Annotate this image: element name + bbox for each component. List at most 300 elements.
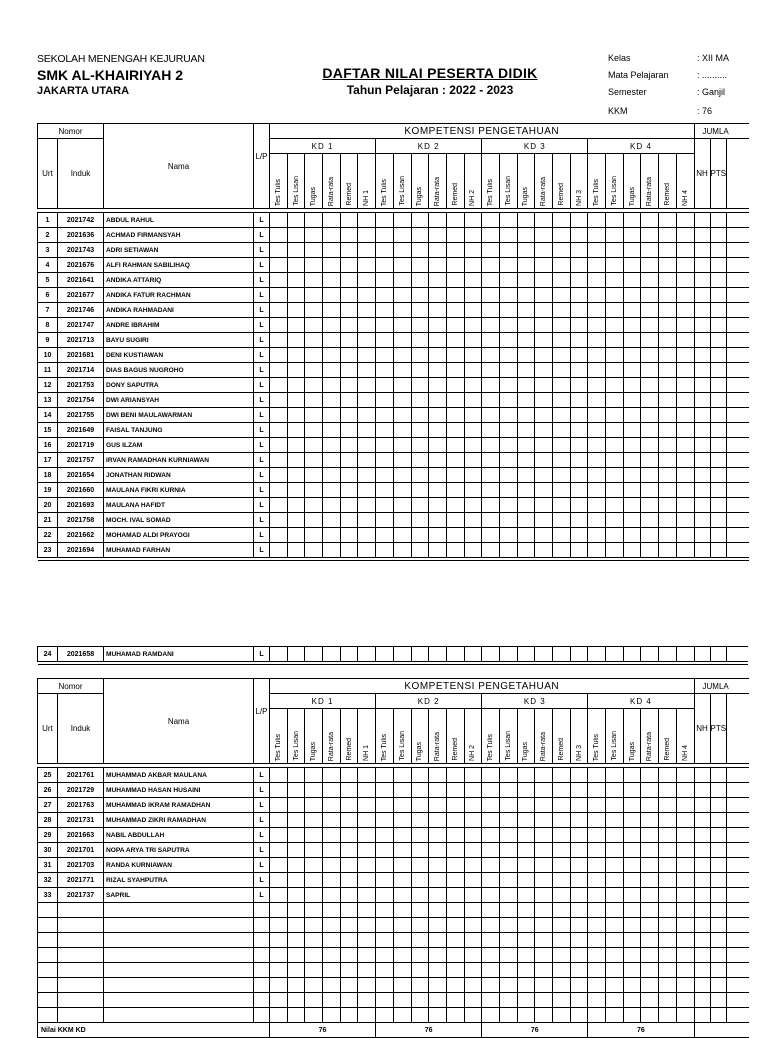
score-cell[interactable] bbox=[517, 273, 535, 288]
score-cell[interactable] bbox=[499, 543, 517, 558]
score-cell[interactable] bbox=[570, 843, 588, 858]
score-cell[interactable] bbox=[287, 768, 305, 783]
score-cell[interactable] bbox=[659, 288, 677, 303]
score-cell[interactable] bbox=[659, 243, 677, 258]
score-cell[interactable] bbox=[710, 543, 727, 558]
score-cell[interactable] bbox=[570, 303, 588, 318]
score-cell[interactable] bbox=[570, 258, 588, 273]
score-cell[interactable] bbox=[376, 813, 394, 828]
empty-cell[interactable] bbox=[553, 948, 571, 963]
score-cell[interactable] bbox=[676, 813, 694, 828]
score-cell[interactable] bbox=[710, 273, 727, 288]
score-cell[interactable] bbox=[588, 498, 606, 513]
score-cell[interactable] bbox=[340, 378, 358, 393]
score-cell[interactable] bbox=[606, 243, 624, 258]
empty-cell[interactable] bbox=[676, 1008, 694, 1023]
score-cell[interactable] bbox=[446, 213, 464, 228]
score-cell[interactable] bbox=[710, 288, 727, 303]
score-cell[interactable] bbox=[588, 828, 606, 843]
empty-cell[interactable] bbox=[641, 918, 659, 933]
score-cell[interactable] bbox=[287, 303, 305, 318]
empty-cell[interactable] bbox=[411, 933, 429, 948]
score-cell[interactable] bbox=[517, 363, 535, 378]
score-cell[interactable] bbox=[710, 768, 727, 783]
score-cell[interactable] bbox=[393, 498, 411, 513]
empty-cell[interactable] bbox=[727, 918, 749, 933]
score-cell[interactable] bbox=[623, 333, 641, 348]
score-cell[interactable] bbox=[694, 333, 710, 348]
empty-cell[interactable] bbox=[606, 1008, 624, 1023]
empty-cell[interactable] bbox=[606, 918, 624, 933]
empty-cell[interactable] bbox=[287, 918, 305, 933]
empty-cell[interactable] bbox=[376, 1008, 394, 1023]
score-cell[interactable] bbox=[358, 363, 376, 378]
score-cell[interactable] bbox=[659, 498, 677, 513]
score-cell[interactable] bbox=[358, 468, 376, 483]
score-cell[interactable] bbox=[710, 348, 727, 363]
score-cell[interactable] bbox=[694, 873, 710, 888]
score-cell[interactable] bbox=[464, 393, 482, 408]
score-cell[interactable] bbox=[358, 333, 376, 348]
score-cell[interactable] bbox=[464, 318, 482, 333]
empty-cell[interactable] bbox=[623, 978, 641, 993]
score-cell[interactable] bbox=[482, 303, 500, 318]
score-cell[interactable] bbox=[676, 213, 694, 228]
score-cell[interactable] bbox=[340, 783, 358, 798]
empty-cell[interactable] bbox=[727, 963, 749, 978]
score-cell[interactable] bbox=[305, 288, 323, 303]
score-cell[interactable] bbox=[570, 498, 588, 513]
score-cell[interactable] bbox=[553, 348, 571, 363]
score-cell[interactable] bbox=[535, 228, 553, 243]
score-cell[interactable] bbox=[676, 828, 694, 843]
score-cell[interactable] bbox=[694, 213, 710, 228]
empty-cell[interactable] bbox=[553, 978, 571, 993]
score-cell[interactable] bbox=[305, 513, 323, 528]
empty-cell[interactable] bbox=[676, 918, 694, 933]
score-cell[interactable] bbox=[411, 408, 429, 423]
score-cell[interactable] bbox=[535, 258, 553, 273]
score-cell[interactable] bbox=[623, 363, 641, 378]
score-cell[interactable] bbox=[464, 813, 482, 828]
empty-cell[interactable] bbox=[270, 1008, 288, 1023]
empty-cell[interactable] bbox=[553, 903, 571, 918]
score-cell[interactable] bbox=[641, 408, 659, 423]
score-cell[interactable] bbox=[694, 363, 710, 378]
empty-cell[interactable] bbox=[376, 933, 394, 948]
score-cell[interactable] bbox=[411, 363, 429, 378]
score-cell[interactable] bbox=[305, 378, 323, 393]
score-cell[interactable] bbox=[727, 243, 749, 258]
score-cell[interactable] bbox=[393, 828, 411, 843]
score-cell[interactable] bbox=[429, 828, 447, 843]
empty-cell[interactable] bbox=[727, 993, 749, 1008]
score-cell[interactable] bbox=[517, 798, 535, 813]
score-cell[interactable] bbox=[305, 873, 323, 888]
score-cell[interactable] bbox=[270, 888, 288, 903]
score-cell[interactable] bbox=[482, 228, 500, 243]
score-cell[interactable] bbox=[305, 438, 323, 453]
score-cell[interactable] bbox=[499, 498, 517, 513]
score-cell[interactable] bbox=[517, 783, 535, 798]
score-cell[interactable] bbox=[411, 543, 429, 558]
score-cell[interactable] bbox=[393, 258, 411, 273]
empty-cell[interactable] bbox=[710, 978, 727, 993]
score-cell[interactable] bbox=[287, 288, 305, 303]
score-cell[interactable] bbox=[570, 828, 588, 843]
empty-cell[interactable] bbox=[535, 993, 553, 1008]
score-cell[interactable] bbox=[606, 438, 624, 453]
score-cell[interactable] bbox=[376, 828, 394, 843]
score-cell[interactable] bbox=[411, 498, 429, 513]
empty-cell[interactable] bbox=[305, 963, 323, 978]
score-cell[interactable] bbox=[376, 543, 394, 558]
score-cell[interactable] bbox=[411, 813, 429, 828]
score-cell[interactable] bbox=[570, 393, 588, 408]
score-cell[interactable] bbox=[270, 858, 288, 873]
score-cell[interactable] bbox=[411, 828, 429, 843]
score-cell[interactable] bbox=[376, 483, 394, 498]
score-cell[interactable] bbox=[694, 768, 710, 783]
score-cell[interactable] bbox=[499, 333, 517, 348]
score-cell[interactable] bbox=[535, 453, 553, 468]
score-cell[interactable] bbox=[727, 888, 749, 903]
score-cell[interactable] bbox=[588, 303, 606, 318]
score-cell[interactable] bbox=[588, 228, 606, 243]
score-cell[interactable] bbox=[641, 768, 659, 783]
score-cell[interactable] bbox=[340, 543, 358, 558]
score-cell[interactable] bbox=[641, 647, 659, 662]
score-cell[interactable] bbox=[287, 228, 305, 243]
score-cell[interactable] bbox=[429, 423, 447, 438]
score-cell[interactable] bbox=[606, 408, 624, 423]
empty-cell[interactable] bbox=[446, 978, 464, 993]
score-cell[interactable] bbox=[499, 843, 517, 858]
score-cell[interactable] bbox=[482, 243, 500, 258]
score-cell[interactable] bbox=[694, 273, 710, 288]
score-cell[interactable] bbox=[323, 888, 341, 903]
empty-cell[interactable] bbox=[305, 918, 323, 933]
score-cell[interactable] bbox=[517, 333, 535, 348]
score-cell[interactable] bbox=[588, 543, 606, 558]
score-cell[interactable] bbox=[606, 453, 624, 468]
score-cell[interactable] bbox=[694, 498, 710, 513]
score-cell[interactable] bbox=[340, 228, 358, 243]
empty-cell[interactable] bbox=[659, 918, 677, 933]
score-cell[interactable] bbox=[287, 528, 305, 543]
score-cell[interactable] bbox=[535, 813, 553, 828]
score-cell[interactable] bbox=[446, 828, 464, 843]
score-cell[interactable] bbox=[588, 273, 606, 288]
score-cell[interactable] bbox=[499, 783, 517, 798]
score-cell[interactable] bbox=[464, 243, 482, 258]
score-cell[interactable] bbox=[464, 408, 482, 423]
score-cell[interactable] bbox=[517, 498, 535, 513]
empty-cell[interactable] bbox=[446, 918, 464, 933]
empty-cell[interactable] bbox=[323, 948, 341, 963]
empty-cell[interactable] bbox=[641, 903, 659, 918]
score-cell[interactable] bbox=[340, 288, 358, 303]
score-cell[interactable] bbox=[393, 858, 411, 873]
score-cell[interactable] bbox=[411, 858, 429, 873]
score-cell[interactable] bbox=[411, 843, 429, 858]
score-cell[interactable] bbox=[676, 258, 694, 273]
score-cell[interactable] bbox=[659, 873, 677, 888]
empty-cell[interactable] bbox=[411, 1008, 429, 1023]
score-cell[interactable] bbox=[623, 408, 641, 423]
score-cell[interactable] bbox=[570, 873, 588, 888]
score-cell[interactable] bbox=[727, 798, 749, 813]
score-cell[interactable] bbox=[499, 228, 517, 243]
score-cell[interactable] bbox=[429, 393, 447, 408]
score-cell[interactable] bbox=[641, 813, 659, 828]
score-cell[interactable] bbox=[570, 813, 588, 828]
score-cell[interactable] bbox=[376, 453, 394, 468]
score-cell[interactable] bbox=[429, 333, 447, 348]
score-cell[interactable] bbox=[429, 453, 447, 468]
score-cell[interactable] bbox=[623, 453, 641, 468]
empty-cell[interactable] bbox=[588, 978, 606, 993]
empty-cell[interactable] bbox=[358, 1008, 376, 1023]
score-cell[interactable] bbox=[727, 468, 749, 483]
score-cell[interactable] bbox=[446, 647, 464, 662]
score-cell[interactable] bbox=[588, 483, 606, 498]
score-cell[interactable] bbox=[446, 258, 464, 273]
score-cell[interactable] bbox=[676, 453, 694, 468]
empty-cell[interactable] bbox=[676, 948, 694, 963]
score-cell[interactable] bbox=[676, 468, 694, 483]
score-cell[interactable] bbox=[641, 528, 659, 543]
score-cell[interactable] bbox=[570, 798, 588, 813]
score-cell[interactable] bbox=[270, 873, 288, 888]
score-cell[interactable] bbox=[606, 273, 624, 288]
score-cell[interactable] bbox=[393, 888, 411, 903]
score-cell[interactable] bbox=[358, 438, 376, 453]
score-cell[interactable] bbox=[358, 498, 376, 513]
score-cell[interactable] bbox=[411, 483, 429, 498]
score-cell[interactable] bbox=[517, 243, 535, 258]
score-cell[interactable] bbox=[446, 408, 464, 423]
score-cell[interactable] bbox=[464, 288, 482, 303]
empty-cell[interactable] bbox=[270, 903, 288, 918]
score-cell[interactable] bbox=[606, 858, 624, 873]
score-cell[interactable] bbox=[411, 378, 429, 393]
score-cell[interactable] bbox=[710, 858, 727, 873]
empty-cell[interactable] bbox=[588, 1008, 606, 1023]
empty-cell[interactable] bbox=[623, 918, 641, 933]
score-cell[interactable] bbox=[606, 423, 624, 438]
score-cell[interactable] bbox=[553, 843, 571, 858]
score-cell[interactable] bbox=[553, 213, 571, 228]
score-cell[interactable] bbox=[305, 393, 323, 408]
score-cell[interactable] bbox=[553, 798, 571, 813]
score-cell[interactable] bbox=[676, 393, 694, 408]
empty-cell[interactable] bbox=[570, 948, 588, 963]
score-cell[interactable] bbox=[588, 363, 606, 378]
empty-cell[interactable] bbox=[606, 978, 624, 993]
score-cell[interactable] bbox=[727, 528, 749, 543]
score-cell[interactable] bbox=[287, 258, 305, 273]
empty-cell[interactable] bbox=[482, 993, 500, 1008]
score-cell[interactable] bbox=[358, 213, 376, 228]
score-cell[interactable] bbox=[623, 243, 641, 258]
score-cell[interactable] bbox=[482, 438, 500, 453]
score-cell[interactable] bbox=[376, 378, 394, 393]
score-cell[interactable] bbox=[727, 213, 749, 228]
score-cell[interactable] bbox=[411, 513, 429, 528]
score-cell[interactable] bbox=[411, 468, 429, 483]
empty-cell[interactable] bbox=[727, 978, 749, 993]
score-cell[interactable] bbox=[710, 243, 727, 258]
score-cell[interactable] bbox=[517, 468, 535, 483]
empty-cell[interactable] bbox=[694, 918, 710, 933]
score-cell[interactable] bbox=[623, 498, 641, 513]
score-cell[interactable] bbox=[727, 303, 749, 318]
score-cell[interactable] bbox=[482, 888, 500, 903]
score-cell[interactable] bbox=[323, 243, 341, 258]
score-cell[interactable] bbox=[641, 498, 659, 513]
score-cell[interactable] bbox=[323, 513, 341, 528]
score-cell[interactable] bbox=[623, 288, 641, 303]
score-cell[interactable] bbox=[340, 258, 358, 273]
empty-cell[interactable] bbox=[287, 933, 305, 948]
score-cell[interactable] bbox=[323, 858, 341, 873]
score-cell[interactable] bbox=[499, 303, 517, 318]
score-cell[interactable] bbox=[499, 318, 517, 333]
empty-cell[interactable] bbox=[305, 903, 323, 918]
empty-cell[interactable] bbox=[376, 963, 394, 978]
empty-cell[interactable] bbox=[305, 933, 323, 948]
empty-cell[interactable] bbox=[358, 963, 376, 978]
score-cell[interactable] bbox=[393, 483, 411, 498]
score-cell[interactable] bbox=[287, 318, 305, 333]
score-cell[interactable] bbox=[305, 363, 323, 378]
score-cell[interactable] bbox=[287, 438, 305, 453]
score-cell[interactable] bbox=[429, 483, 447, 498]
empty-cell[interactable] bbox=[710, 1008, 727, 1023]
score-cell[interactable] bbox=[517, 303, 535, 318]
score-cell[interactable] bbox=[446, 348, 464, 363]
score-cell[interactable] bbox=[499, 483, 517, 498]
score-cell[interactable] bbox=[482, 333, 500, 348]
score-cell[interactable] bbox=[429, 768, 447, 783]
score-cell[interactable] bbox=[429, 408, 447, 423]
score-cell[interactable] bbox=[641, 333, 659, 348]
empty-cell[interactable] bbox=[517, 978, 535, 993]
score-cell[interactable] bbox=[553, 858, 571, 873]
score-cell[interactable] bbox=[464, 647, 482, 662]
score-cell[interactable] bbox=[659, 647, 677, 662]
empty-cell[interactable] bbox=[641, 948, 659, 963]
score-cell[interactable] bbox=[305, 543, 323, 558]
score-cell[interactable] bbox=[446, 513, 464, 528]
score-cell[interactable] bbox=[429, 783, 447, 798]
score-cell[interactable] bbox=[710, 888, 727, 903]
score-cell[interactable] bbox=[588, 438, 606, 453]
empty-cell[interactable] bbox=[446, 903, 464, 918]
score-cell[interactable] bbox=[623, 513, 641, 528]
score-cell[interactable] bbox=[340, 768, 358, 783]
score-cell[interactable] bbox=[305, 423, 323, 438]
empty-cell[interactable] bbox=[553, 1008, 571, 1023]
empty-cell[interactable] bbox=[641, 963, 659, 978]
score-cell[interactable] bbox=[482, 783, 500, 798]
score-cell[interactable] bbox=[570, 288, 588, 303]
empty-cell[interactable] bbox=[553, 918, 571, 933]
score-cell[interactable] bbox=[499, 258, 517, 273]
score-cell[interactable] bbox=[446, 378, 464, 393]
score-cell[interactable] bbox=[727, 288, 749, 303]
score-cell[interactable] bbox=[376, 798, 394, 813]
score-cell[interactable] bbox=[376, 438, 394, 453]
score-cell[interactable] bbox=[411, 768, 429, 783]
score-cell[interactable] bbox=[393, 333, 411, 348]
score-cell[interactable] bbox=[446, 333, 464, 348]
score-cell[interactable] bbox=[429, 498, 447, 513]
empty-cell[interactable] bbox=[710, 933, 727, 948]
empty-cell[interactable] bbox=[641, 978, 659, 993]
score-cell[interactable] bbox=[676, 423, 694, 438]
score-cell[interactable] bbox=[429, 468, 447, 483]
score-cell[interactable] bbox=[464, 888, 482, 903]
score-cell[interactable] bbox=[358, 813, 376, 828]
empty-cell[interactable] bbox=[446, 933, 464, 948]
empty-cell[interactable] bbox=[411, 918, 429, 933]
score-cell[interactable] bbox=[358, 273, 376, 288]
empty-cell[interactable] bbox=[499, 993, 517, 1008]
score-cell[interactable] bbox=[429, 363, 447, 378]
score-cell[interactable] bbox=[411, 438, 429, 453]
score-cell[interactable] bbox=[323, 228, 341, 243]
score-cell[interactable] bbox=[429, 258, 447, 273]
score-cell[interactable] bbox=[606, 363, 624, 378]
empty-cell[interactable] bbox=[570, 918, 588, 933]
empty-cell[interactable] bbox=[535, 948, 553, 963]
score-cell[interactable] bbox=[710, 813, 727, 828]
empty-cell[interactable] bbox=[641, 1008, 659, 1023]
score-cell[interactable] bbox=[727, 318, 749, 333]
empty-cell[interactable] bbox=[606, 903, 624, 918]
score-cell[interactable] bbox=[446, 498, 464, 513]
score-cell[interactable] bbox=[676, 513, 694, 528]
score-cell[interactable] bbox=[641, 363, 659, 378]
score-cell[interactable] bbox=[641, 348, 659, 363]
empty-cell[interactable] bbox=[429, 933, 447, 948]
score-cell[interactable] bbox=[588, 333, 606, 348]
score-cell[interactable] bbox=[446, 453, 464, 468]
score-cell[interactable] bbox=[482, 393, 500, 408]
score-cell[interactable] bbox=[588, 513, 606, 528]
score-cell[interactable] bbox=[393, 438, 411, 453]
score-cell[interactable] bbox=[482, 378, 500, 393]
score-cell[interactable] bbox=[270, 498, 288, 513]
score-cell[interactable] bbox=[376, 513, 394, 528]
score-cell[interactable] bbox=[710, 393, 727, 408]
score-cell[interactable] bbox=[694, 228, 710, 243]
score-cell[interactable] bbox=[446, 483, 464, 498]
empty-cell[interactable] bbox=[270, 933, 288, 948]
score-cell[interactable] bbox=[535, 378, 553, 393]
score-cell[interactable] bbox=[553, 513, 571, 528]
score-cell[interactable] bbox=[358, 843, 376, 858]
score-cell[interactable] bbox=[340, 408, 358, 423]
score-cell[interactable] bbox=[464, 798, 482, 813]
score-cell[interactable] bbox=[570, 243, 588, 258]
score-cell[interactable] bbox=[588, 288, 606, 303]
score-cell[interactable] bbox=[358, 858, 376, 873]
score-cell[interactable] bbox=[482, 873, 500, 888]
score-cell[interactable] bbox=[482, 423, 500, 438]
